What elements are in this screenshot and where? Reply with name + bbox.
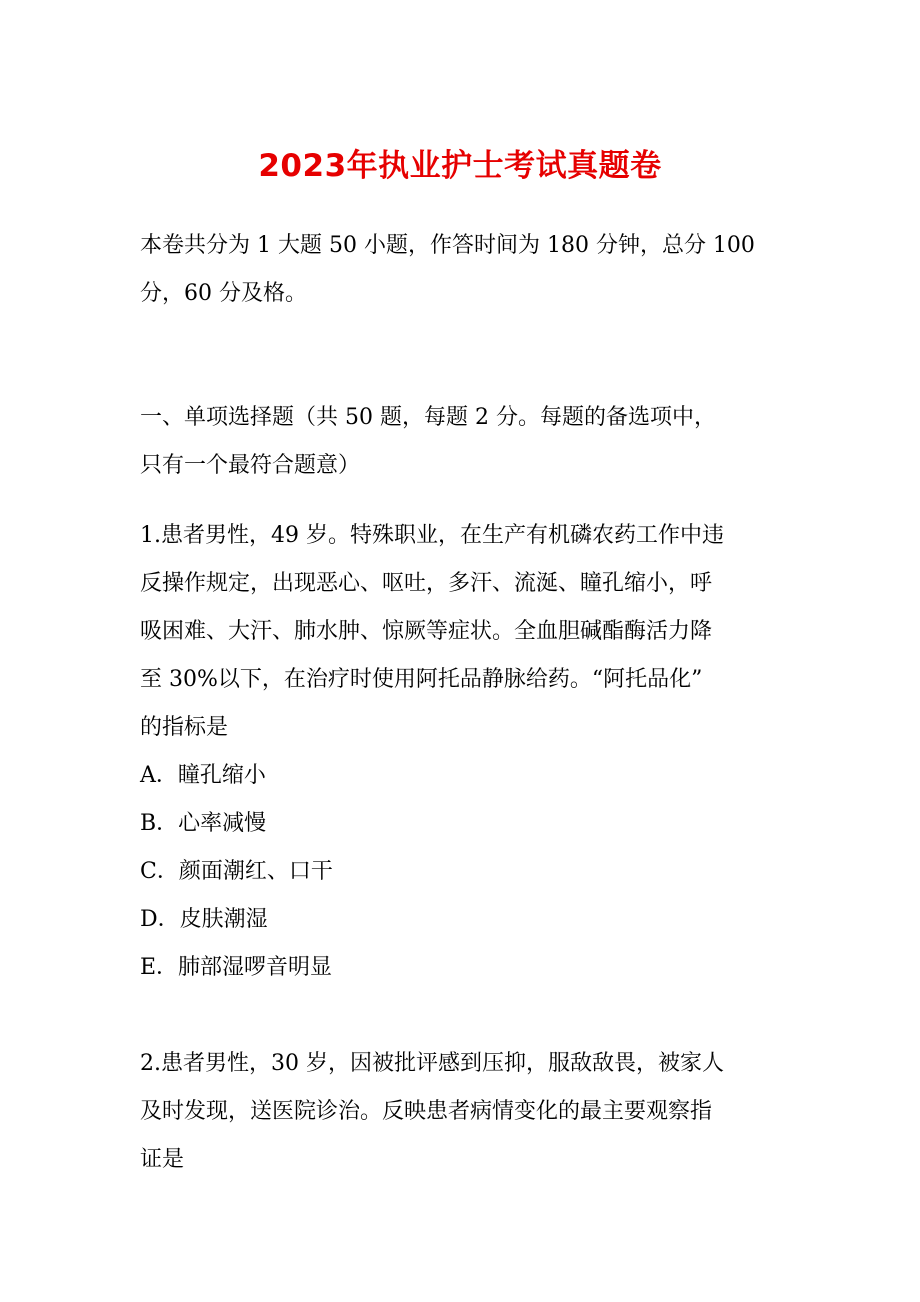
page-title: 2023年执业护士考试真题卷 — [258, 148, 662, 184]
question-1 — [140, 512, 785, 992]
answer-option-a: A．瞳孔缩小 — [140, 763, 266, 788]
question-stem-line: 至 30%以下，在治疗时使用阿托品静脉给药。“阿托品化” — [140, 667, 703, 692]
answer-option-c: C．颜面潮红、口干 — [140, 859, 333, 884]
intro-line: 分，60 分及格。 — [140, 281, 307, 306]
question-stem-line: 2.患者男性，30 岁，因被批评感到压抑，服敌敌畏，被家人 — [140, 1051, 724, 1076]
section-heading-line: 一、单项选择题（共 50 题，每题 2 分。每题的备选项中， — [140, 405, 716, 430]
question-stem-line: 及时发现，送医院诊治。反映患者病情变化的最主要观察指 — [140, 1099, 713, 1124]
question-stem-line: 1.患者男性，49 岁。特殊职业，在生产有机磷农药工作中违 — [140, 523, 724, 548]
section-heading — [140, 394, 785, 490]
question-stem-line: 反操作规定，出现恶心、呕吐，多汗、流涎、瞳孔缩小，呼 — [140, 571, 713, 596]
answer-option-b: B．心率减慢 — [140, 811, 267, 836]
intro-line: 本卷共分为 1 大题 50 小题，作答时间为 180 分钟，总分 100 — [140, 233, 755, 258]
question-2 — [140, 1040, 785, 1184]
section-heading-line: 只有一个最符合题意） — [140, 453, 361, 478]
question-stem-line: 证是 — [140, 1147, 185, 1172]
question-stem-line: 吸困难、大汗、肺水肿、惊厥等症状。全血胆碱酯酶活力降 — [140, 619, 713, 644]
answer-option-d: D．皮肤潮湿 — [140, 907, 268, 932]
answer-option-e: E．肺部湿啰音明显 — [140, 955, 333, 980]
question-stem-line: 的指标是 — [140, 715, 229, 740]
exam-intro — [140, 222, 785, 318]
